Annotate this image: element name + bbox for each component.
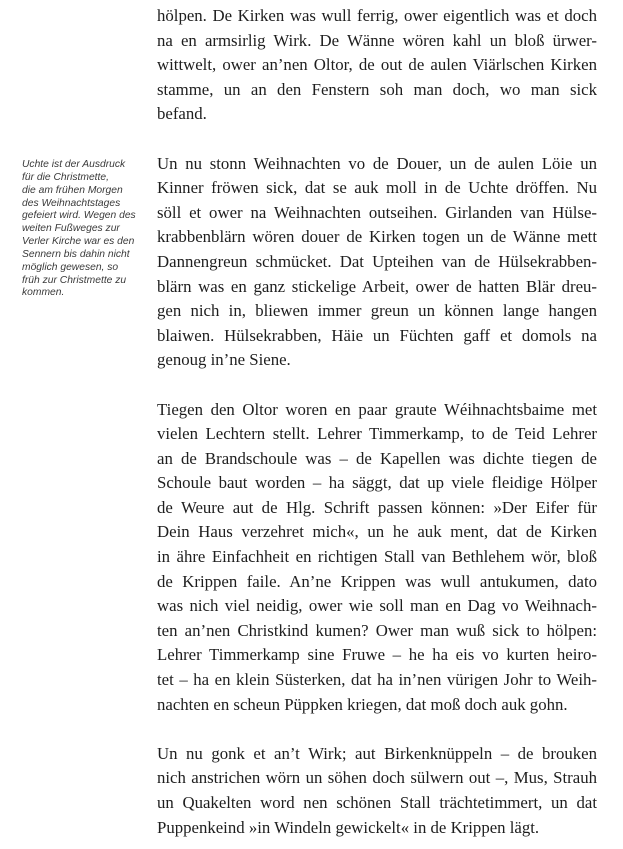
text-line: Puppenkeind »in Windeln gewickelt« in de Krippen lägt. bbox=[157, 817, 540, 837]
text-line: Un nu stonn Weihnachten vo de Douer, un de aulen Löie un bbox=[157, 153, 597, 173]
text-line: Schoule baut worden – ha säggt, dat up viele fleidige Hölper bbox=[157, 473, 597, 493]
text-line: un Quakelten word nen schönen Stall trächtetimmert, un dat bbox=[157, 793, 597, 812]
text-line: krabbenblärn wören douer de Kirken togen un de Wänne mett bbox=[157, 227, 597, 247]
text-line: nachten en scheun Püppken kriegen, dat moß doch auk gohn. bbox=[157, 694, 568, 714]
text-line: Tiegen den Oltor woren en paar graute Wéihnachtsbaime met bbox=[157, 399, 597, 419]
text-line: tet – ha en klein Süsterken, dat ha in’nen vürigen Johr to Weih- bbox=[157, 670, 597, 690]
text-line: gen nich in, bliewen immer greun un können lange hangen bbox=[157, 301, 597, 321]
margin-note-line: Sennern bis dahin nicht bbox=[22, 248, 130, 260]
margin-note-line: gefeiert wird. Wegen des bbox=[22, 210, 136, 222]
text-line: Kinner fröwen sick, dat se auk moll in de Uchte dröffen. Nu bbox=[157, 178, 597, 198]
text-line: de Krippen faile. An’ne Krippen was wull antukumen, dato bbox=[157, 571, 597, 591]
body-text bbox=[157, 4, 597, 840]
paragraph-gap bbox=[157, 127, 597, 152]
text-line: was nich viel neidig, ower wie soll man en Dag vo Weihnach- bbox=[157, 596, 597, 616]
text-line: ten an’nen Christkind kumen? Ower man wuß sick to hölpen: bbox=[157, 620, 597, 640]
margin-note-line: Uchte ist der Ausdruck bbox=[22, 159, 126, 170]
margin-note-line: weiten Fußweges zur bbox=[22, 223, 120, 235]
text-line: Un nu gonk et an’t Wirk; aut Birkenknüppeln – de brouken bbox=[157, 743, 597, 763]
margin-note-line: für die Christmette, bbox=[22, 171, 109, 183]
text-line: hölpen. De Kirken was wull ferrig, ower eigentlich was et doch bbox=[157, 6, 597, 25]
paragraph-gap bbox=[157, 717, 597, 742]
text-line: in ähre Einfachheit en richtigen Stall van Bethlehem wör, bloß bbox=[157, 547, 597, 567]
margin-note-line: des Weihnachtstages bbox=[22, 197, 121, 209]
paragraph-2 bbox=[157, 152, 597, 373]
paragraph-gap bbox=[157, 373, 597, 398]
text-line: an de Brandschoule was – de Kapellen was dichte tiegen de bbox=[157, 448, 597, 468]
text-line: wittwelt, ower an’nen Oltor, de out de aulen Viärlschen Kirken bbox=[157, 55, 597, 75]
text-line: genoug in’ne Siene. bbox=[157, 350, 291, 370]
margin-note-line: die am frühen Morgen bbox=[22, 184, 123, 196]
paragraph-3 bbox=[157, 398, 597, 718]
paragraph-4 bbox=[157, 742, 597, 840]
text-line: stamme, un an den Fenstern soh man doch, wo man sick bbox=[157, 79, 597, 99]
margin-note-line: möglich gewesen, so bbox=[22, 261, 119, 273]
margin-note-line: Verler Kirche war es den bbox=[22, 236, 135, 248]
paragraph-1 bbox=[157, 4, 597, 127]
text-line: Lehrer Timmerkamp sine Fruwe – he ha eis vo kurten heiro- bbox=[157, 645, 597, 665]
text-line: befand. bbox=[157, 104, 207, 124]
text-line: Dannengreun schmücket. Dat Upteihen van de Hülsekrabben- bbox=[157, 251, 597, 271]
text-line: blaiwen. Hülsekrabben, Häie un Füchten gaff et domols na bbox=[157, 325, 597, 345]
margin-note bbox=[22, 159, 140, 300]
text-line: vielen Lechtern stellt. Lehrer Timmerkamp, to de Teid Lehrer bbox=[157, 424, 597, 444]
margin-note-line: kommen. bbox=[22, 287, 65, 299]
text-line: söll et ower na Weihnachten outseihen. Girlanden van Hülse- bbox=[157, 202, 597, 222]
text-line: na en armsirlig Wirk. De Wänne wören kahl un bloß ürwer- bbox=[157, 30, 597, 50]
margin-note-line: früh zur Christmette zu bbox=[22, 274, 127, 286]
text-line: nich anstrichen wörn un söhen doch sülwern out –, Mus, Strauh bbox=[157, 768, 597, 788]
text-line: de Weure aut de Hlg. Schrift passen können: »Der Eifer für bbox=[157, 497, 597, 517]
text-line: blärn was en ganz stickelige Arbeit, ower de hatten Blär dreu- bbox=[157, 276, 597, 296]
text-line: Dein Haus verzehret mich«, un he auk ment, dat de Kirken bbox=[157, 522, 597, 542]
